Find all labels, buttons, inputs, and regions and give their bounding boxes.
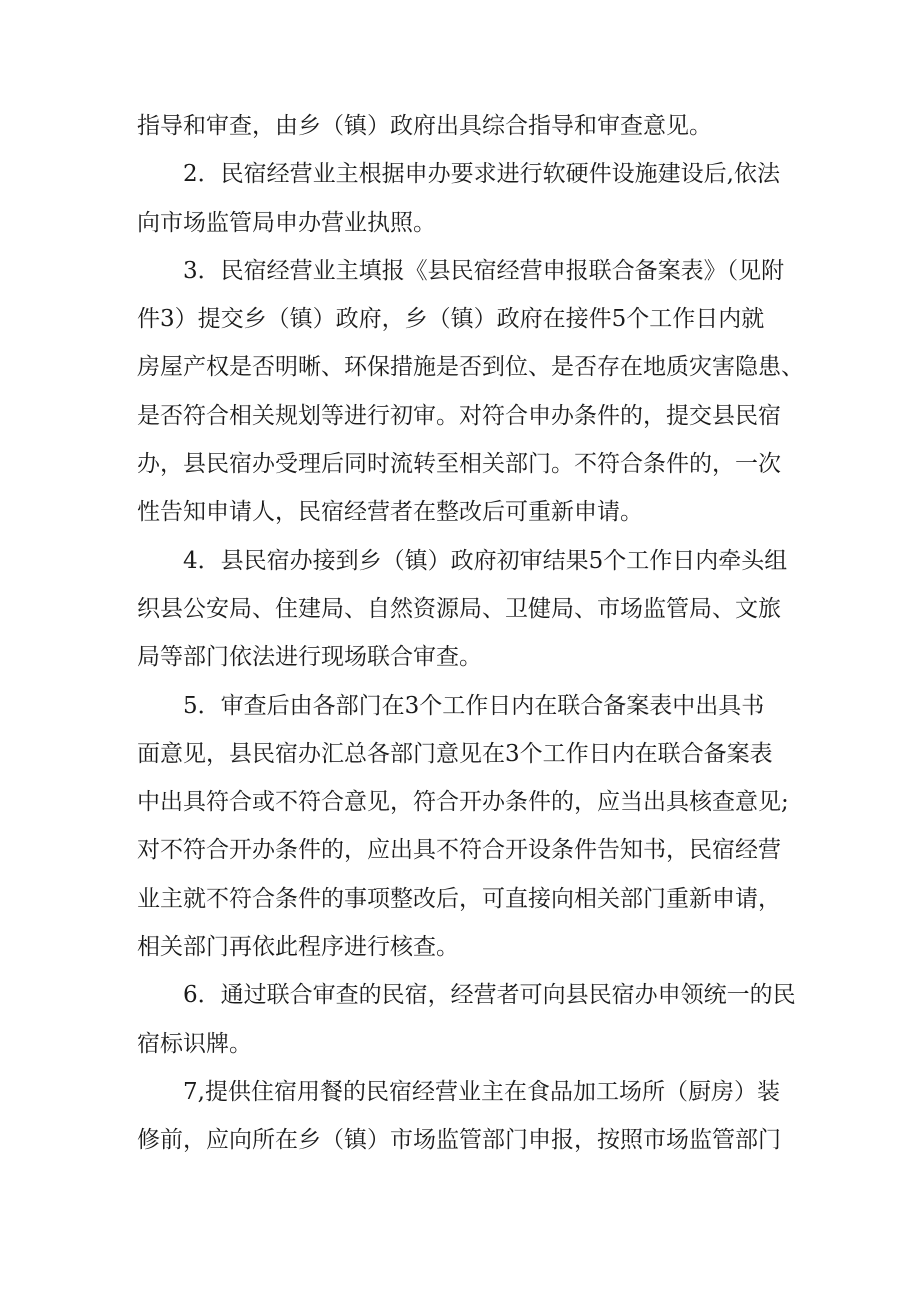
text-line-12: 局等部门依法进行现场联合审查。 bbox=[137, 644, 482, 671]
text-line-8: 办，县民宿办受理后同时流转至相关部门。不符合条件的，一次 bbox=[137, 451, 781, 478]
text-line-15: 中出具符合或不符合意见，符合开办条件的，应当出具核查意见; bbox=[137, 789, 789, 816]
text-line-14: 面意见，县民宿办汇总各部门意见在3个工作日内在联合备案表 bbox=[137, 740, 773, 767]
text-line-16: 对不符合开办条件的，应出具不符合开设条件告知书，民宿经营 bbox=[137, 837, 781, 864]
text-line-4: 3．民宿经营业主填报《县民宿经营申报联合备案表》（见附 bbox=[137, 257, 785, 284]
text-line-2: 2．民宿经营业主根据申办要求进行软硬件设施建设后,依法 bbox=[137, 161, 780, 188]
text-line-20: 宿标识牌。 bbox=[137, 1030, 252, 1057]
text-line-10: 4．县民宿办接到乡（镇）政府初审结果5个工作日内牵头组 bbox=[137, 547, 788, 574]
text-line-6: 房屋产权是否明晰、环保措施是否到位、是否存在地质灾害隐患、 bbox=[137, 354, 804, 381]
text-line-5: 件3）提交乡（镇）政府，乡（镇）政府在接件5个工作日内就 bbox=[137, 306, 765, 333]
text-line-17: 业主就不符合条件的事项整改后，可直接向相关部门重新申请， bbox=[137, 885, 781, 912]
text-line-19: 6．通过联合审查的民宿，经营者可向县民宿办申领统一的民 bbox=[137, 982, 796, 1009]
text-line-1: 指导和审查，由乡（镇）政府出具综合指导和审查意见。 bbox=[137, 113, 712, 139]
text-line-7: 是否符合相关规划等进行初审。对符合申办条件的，提交县民宿 bbox=[137, 402, 781, 429]
text-line-22: 修前，应向所在乡（镇）市场监管部门申报，按照市场监管部门 bbox=[137, 1127, 781, 1154]
text-line-18: 相关部门再依此程序进行核查。 bbox=[137, 934, 459, 961]
text-line-11: 织县公安局、住建局、自然资源局、卫健局、市场监管局、文旅 bbox=[137, 595, 781, 622]
text-line-21: 7,提供住宿用餐的民宿经营业主在食品加工场所（厨房）装 bbox=[137, 1078, 780, 1105]
document-body bbox=[137, 102, 809, 1165]
text-line-9: 性告知申请人，民宿经营者在整改后可重新申请。 bbox=[137, 499, 643, 526]
text-line-3: 向市场监管局申办营业执照。 bbox=[137, 209, 436, 236]
text-line-13: 5．审查后由各部门在3个工作日内在联合备案表中出具书 bbox=[137, 692, 765, 719]
